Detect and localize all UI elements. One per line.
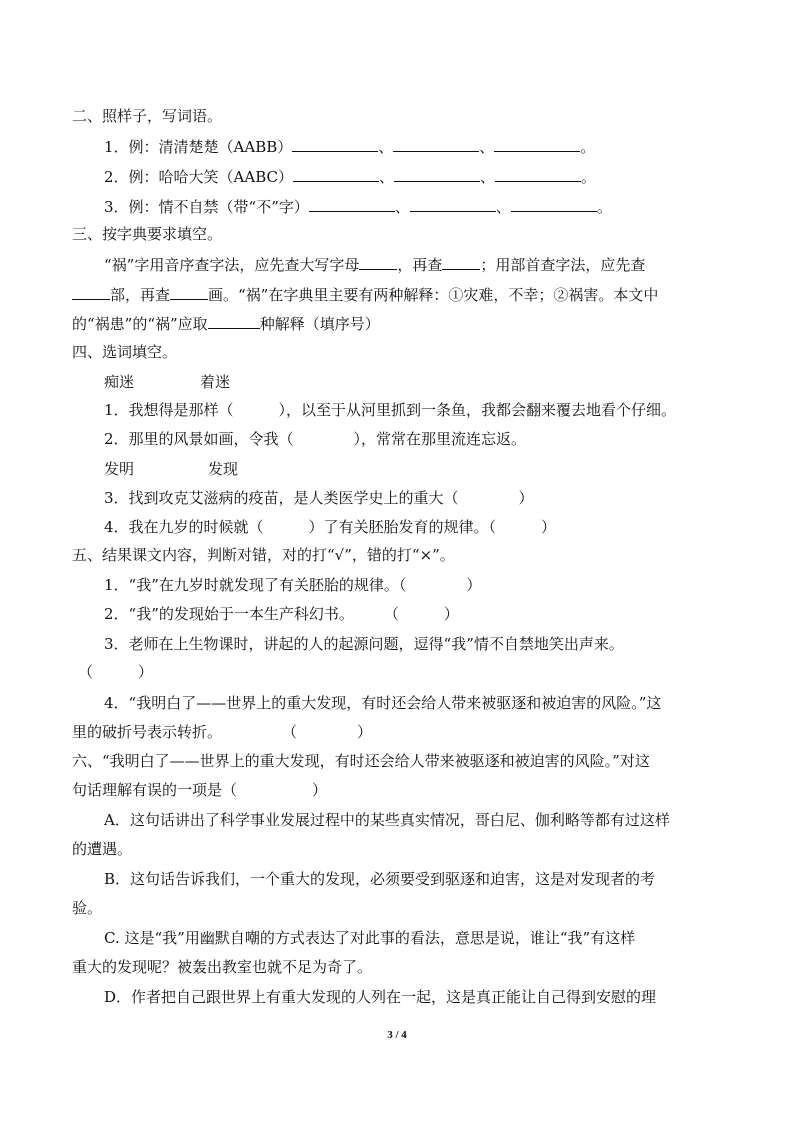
section-6-heading: 六、“我明白了——世界上的重大发现，有时还会给人带来被驱逐和被迫害的风险。”对这 xyxy=(72,752,650,770)
separator: 、 xyxy=(379,168,395,186)
period: 。 xyxy=(580,138,596,156)
s5-question-4-cont: 里的破折号表示转折。 （ ） xyxy=(72,723,373,741)
s2-question-1 xyxy=(104,136,595,157)
answer-blank[interactable] xyxy=(442,254,480,270)
page-number: 3 / 4 xyxy=(387,1029,407,1041)
s3-line-2 xyxy=(72,284,658,305)
option-b: B．这句话告诉我们，一个重大的发现，必须要受到驱逐和迫害，这是对发现者的考 xyxy=(104,870,656,888)
answer-blank[interactable] xyxy=(170,284,208,300)
period: 。 xyxy=(596,198,612,216)
s3-line-1 xyxy=(104,254,645,275)
s2-q3-prompt: 3．例：情不自禁（带“不”字） xyxy=(104,198,309,216)
separator: 、 xyxy=(378,138,394,156)
word-option: 痴迷 xyxy=(104,373,135,391)
s3-text: 种解释（填序号） xyxy=(259,315,380,333)
s3-text: ，再查 xyxy=(397,256,443,274)
answer-blank[interactable] xyxy=(495,166,581,182)
option-a-cont: 的遭遇。 xyxy=(72,840,133,858)
option-c-cont: 重大的发现呢？被轰出教室也就不足为奇了。 xyxy=(72,958,373,976)
answer-blank[interactable] xyxy=(309,196,395,212)
s3-text: ；用部首查字法，应先查 xyxy=(480,256,646,274)
s5-question-3: 3．老师在上生物课时，讲起的人的起源问题，逗得“我”情不自禁地笑出声来。 xyxy=(104,635,624,653)
s2-question-2 xyxy=(104,166,596,187)
answer-blank[interactable] xyxy=(394,166,480,182)
option-b-cont: 验。 xyxy=(72,899,103,917)
separator: 、 xyxy=(480,168,496,186)
word-option: 发现 xyxy=(208,460,239,478)
s3-text: 的“祸患”的“祸”应取 xyxy=(72,315,208,333)
period: 。 xyxy=(581,168,597,186)
answer-blank[interactable] xyxy=(494,136,580,152)
s4-question-3: 3．找到攻克艾滋病的疫苗，是人类医学史上的重大（ ） xyxy=(104,489,534,507)
s4-question-1: 1．我想得是那样（ ），以至于从河里抓到一条鱼，我都会翻来覆去地看个仔细。 xyxy=(104,401,677,419)
s5-question-1: 1．“我”在九岁时就发现了有关胚胎的规律。（ ） xyxy=(104,576,482,594)
word-option: 发明 xyxy=(104,460,135,478)
answer-blank[interactable] xyxy=(208,313,260,329)
option-c: C. 这是“我”用幽默自嘲的方式表达了对此事的看法，意思是说，谁让“我”有这样 xyxy=(104,929,636,947)
s4-question-4: 4．我在九岁的时候就（ ）了有关胚胎发育的规律。（ ） xyxy=(104,518,557,536)
answer-blank[interactable] xyxy=(511,196,597,212)
s2-q2-prompt: 2．例：哈哈大笑（AABC） xyxy=(104,168,293,186)
separator: 、 xyxy=(394,198,410,216)
separator: 、 xyxy=(479,138,495,156)
word-option: 着迷 xyxy=(200,373,231,391)
s2-question-3 xyxy=(104,196,612,217)
answer-blank[interactable] xyxy=(293,166,379,182)
separator: 、 xyxy=(495,198,511,216)
s4-question-2: 2．那里的风景如画，令我（ ），常常在那里流连忘返。 xyxy=(104,430,527,448)
answer-blank[interactable] xyxy=(292,136,378,152)
section-5-heading: 五、结果课文内容，判断对错，对的打“√”，错的打“×”。 xyxy=(72,546,455,564)
s2-q1-prompt: 1．例：清清楚楚（AABB） xyxy=(104,138,293,156)
s5-question-3-answer: （ ） xyxy=(78,663,154,681)
section-4-heading: 四、选词填空。 xyxy=(72,343,178,361)
section-2-heading: 二、照样子，写词语。 xyxy=(72,107,223,125)
section-3-heading: 三、按字典要求填空。 xyxy=(72,225,223,243)
option-a: A．这句话讲出了科学事业发展过程中的某些真实情况，哥白尼、伽利略等都有过这样 xyxy=(104,811,670,829)
s5-question-4: 4．“我明白了——世界上的重大发现，有时还会给人带来被驱逐和被迫害的风险。”这 xyxy=(104,694,662,712)
answer-blank[interactable] xyxy=(72,284,110,300)
s3-text: “祸”字用音序查字法，应先查大写字母 xyxy=(104,256,360,274)
s3-text: 部，再查 xyxy=(110,286,171,304)
s3-text: 画。“祸”在字典里主要有两种解释：①灾难，不幸；②祸害。本文中 xyxy=(208,286,659,304)
s3-line-3 xyxy=(72,313,380,334)
s5-question-2: 2．“我”的发现始于一本生产科幻书。 （ ） xyxy=(104,605,459,623)
answer-blank[interactable] xyxy=(359,254,397,270)
answer-blank[interactable] xyxy=(410,196,496,212)
answer-blank[interactable] xyxy=(393,136,479,152)
s6-question-cont: 句话理解有误的一项是（ ） xyxy=(72,781,328,799)
option-d: D．作者把自己跟世界上有重大发现的人列在一起，这是真正能让自己得到安慰的理 xyxy=(104,988,657,1006)
